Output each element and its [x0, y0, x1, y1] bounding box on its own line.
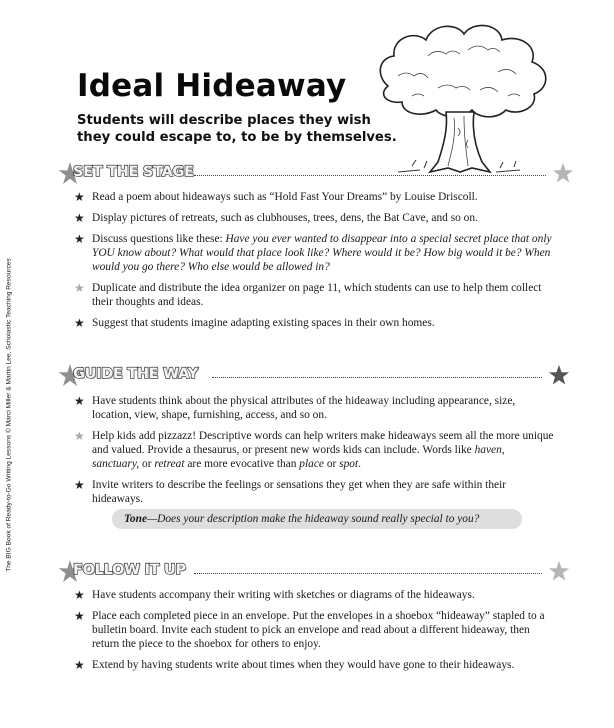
- star-bullet-icon: ★: [74, 211, 85, 225]
- tone-tip-box: Tone—Does your description make the hideaway sound really special to you?: [112, 509, 522, 529]
- dotted-divider: [212, 377, 542, 378]
- list-item: ★ Have students think about the physical attributes of the hideaway including appearance, size, location, view, shape, furnishing, access, and so on.: [74, 394, 516, 421]
- star-bullet-icon: ★: [74, 658, 85, 672]
- star-bullet-icon: ★: [74, 232, 85, 246]
- star-bullet-icon: ★: [74, 429, 85, 443]
- list-item: ★ Discuss questions like these: Have you ever wanted to disappear into a special secret place that only YOU know about? What would that place look like? Where would it be? How big would it be? When would you go there? Who else would be allowed in?: [74, 232, 552, 273]
- set-the-stage-list: [74, 190, 554, 337]
- star-bullet-icon: ★: [74, 190, 85, 204]
- list-item: ★ Have students accompany their writing with sketches or diagrams of the hideaways.: [74, 588, 475, 602]
- section-header-guide-the-way: [58, 364, 578, 390]
- page-title: Ideal Hideaway: [77, 68, 347, 104]
- section-title: GUIDE THE WAY: [73, 366, 198, 382]
- list-item: ★ Suggest that students imagine adapting existing spaces in their own homes.: [74, 316, 435, 330]
- list-item: ★ Display pictures of retreats, such as clubhouses, trees, dens, the Bat Cave, and so on.: [74, 211, 478, 225]
- star-bullet-icon: ★: [74, 478, 85, 492]
- guide-the-way-list: [74, 394, 554, 513]
- star-icon: [548, 560, 570, 582]
- copyright-credit-text: The BIG Book of Ready-to-Go Writing Lessons © Marci Miller & Martin Lee, Scholastic Teaching Resources: [5, 258, 13, 572]
- star-bullet-icon: ★: [74, 281, 85, 295]
- list-item: ★ Read a poem about hideaways such as “Hold Fast Your Dreams” by Louise Driscoll.: [74, 190, 478, 204]
- section-header-set-the-stage: [58, 162, 578, 188]
- star-bullet-icon: ★: [74, 394, 85, 408]
- tree-illustration: [368, 16, 556, 176]
- star-icon: [552, 162, 574, 184]
- dotted-divider: [194, 175, 546, 176]
- star-bullet-icon: ★: [74, 609, 85, 623]
- star-bullet-icon: ★: [74, 588, 85, 602]
- section-header-follow-it-up: [58, 560, 578, 586]
- follow-it-up-list: [74, 588, 554, 679]
- section-title: FOLLOW IT UP: [73, 562, 186, 578]
- dotted-divider: [194, 573, 542, 574]
- list-item: ★ Invite writers to describe the feelings or sensations they get when they are safe within their hideaways.: [74, 478, 507, 505]
- star-bullet-icon: ★: [74, 316, 85, 330]
- star-icon: [548, 364, 570, 386]
- list-item: ★ Help kids add pizzazz! Descriptive words can help writers make hideaways seem all the more unique and valued. Provide a thesaurus, or present new words kids can include. Words like haven, sanctuary, or retreat are more evocative than place or spot.: [74, 429, 554, 470]
- list-item: ★ Place each completed piece in an envelope. Put the envelopes in a shoebox “hideaway” stapled to a bulletin board. Invite each student to pick an envelope and read about a different hideaway, then return the piece to the shoebox for others to enjoy.: [74, 609, 545, 650]
- page-subtitle: Students will describe places they wish they could escape to, to be by themselves.: [77, 113, 397, 145]
- list-item: ★ Duplicate and distribute the idea organizer on page 11, which students can use to help them collect their thoughts and ideas.: [74, 281, 542, 308]
- section-title: SET THE STAGE: [73, 164, 194, 180]
- copyright-credit: [2, 180, 16, 650]
- list-item: ★ Extend by having students write about times when they would have gone to their hideaways.: [74, 658, 515, 672]
